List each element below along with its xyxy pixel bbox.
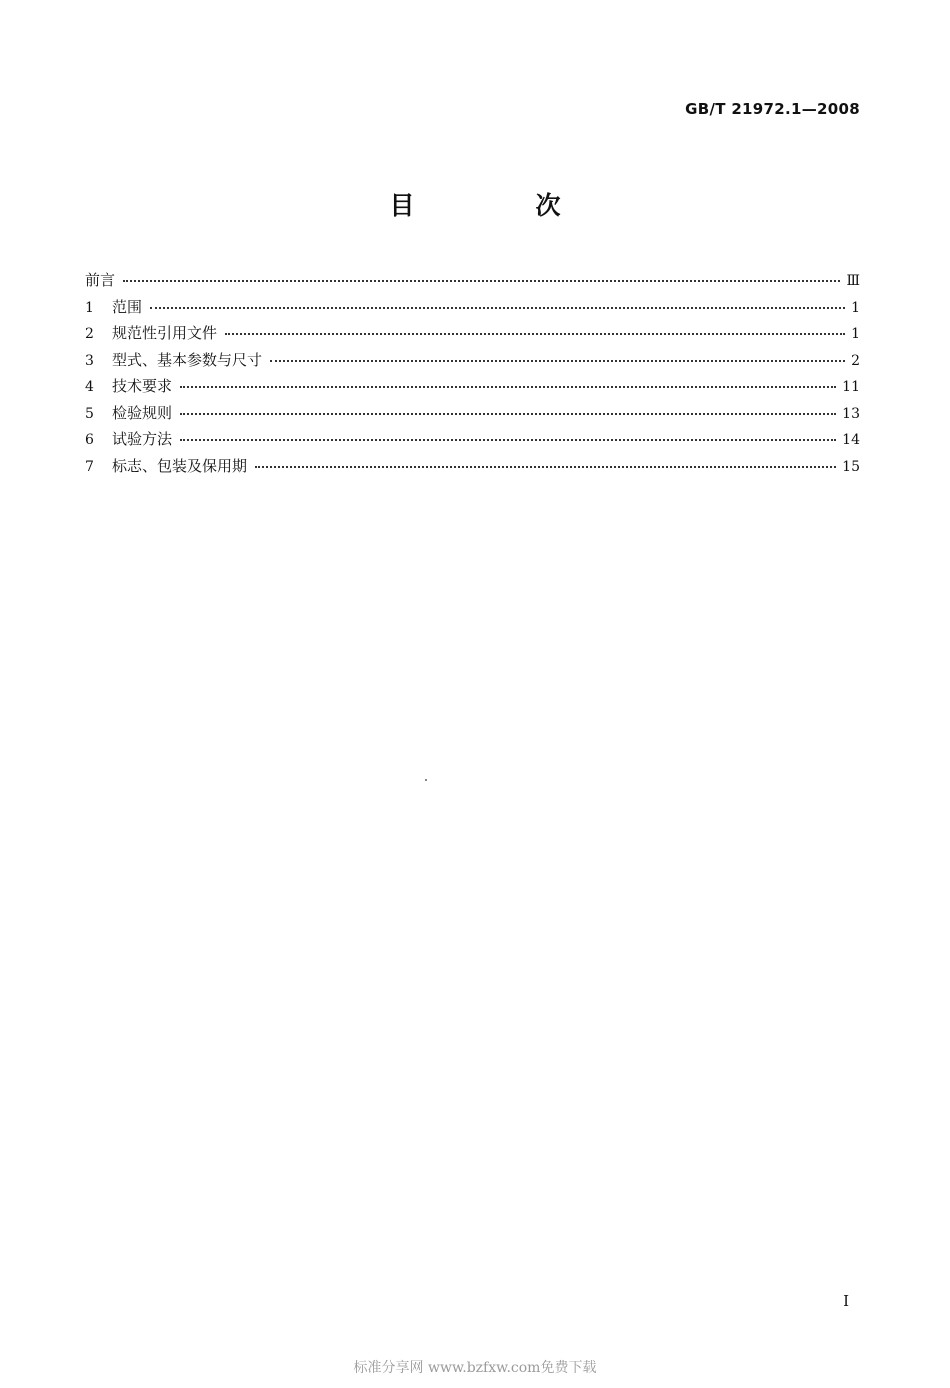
toc-entry-marking-packaging[interactable] xyxy=(85,453,860,480)
toc-entry-page: Ⅲ xyxy=(846,273,860,289)
toc-entry-types-parameters[interactable] xyxy=(85,347,860,374)
toc-entry-number: 3 xyxy=(85,352,94,369)
dot-leader xyxy=(270,359,845,362)
watermark-text: 标准分享网 www.bzfxw.com免费下载 xyxy=(353,1360,597,1376)
toc-entry-normative-references[interactable] xyxy=(85,320,860,347)
toc-entry-page: 1 xyxy=(851,326,860,342)
toc-entry-label: 型式、基本参数与尺寸 xyxy=(112,350,263,369)
dot-leader xyxy=(225,332,845,335)
toc-entry-number: 4 xyxy=(85,379,94,395)
toc-entry-page: 2 xyxy=(851,352,860,369)
toc-entry-page: 15 xyxy=(842,458,860,475)
toc-entry-test-methods[interactable] xyxy=(85,426,860,453)
page-number: I xyxy=(843,1292,849,1310)
toc-entry-label: 检验规则 xyxy=(112,403,173,422)
dot-leader xyxy=(180,438,836,441)
toc-entry-foreword[interactable] xyxy=(85,267,860,294)
toc-entry-number: 5 xyxy=(85,405,94,422)
toc-entry-page: 14 xyxy=(842,432,860,448)
toc-entry-label: 规范性引用文件 xyxy=(112,324,218,342)
toc-entry-label: 技术要求 xyxy=(112,377,173,395)
toc-entry-label: 标志、包装及保用期 xyxy=(112,456,248,475)
page-title: 目 次 xyxy=(389,191,609,220)
dot-leader xyxy=(180,385,836,388)
toc-entry-number: 2 xyxy=(85,326,94,342)
toc-entry-label: 前言 xyxy=(85,271,116,289)
scan-artifact-dot xyxy=(425,779,427,781)
toc-entry-technical-requirements[interactable] xyxy=(85,373,860,400)
toc-entry-inspection-rules[interactable] xyxy=(85,400,860,427)
toc-entry-label: 试验方法 xyxy=(112,430,173,448)
dot-leader xyxy=(180,412,836,415)
dot-leader xyxy=(123,279,840,282)
toc-entry-number: 6 xyxy=(85,432,94,448)
table-of-contents xyxy=(85,267,860,479)
toc-entry-page: 1 xyxy=(851,299,860,316)
dot-leader xyxy=(255,465,836,468)
dot-leader xyxy=(150,306,845,309)
toc-entry-page: 13 xyxy=(842,405,860,422)
toc-entry-label: 范围 xyxy=(112,297,143,316)
toc-entry-number: 1 xyxy=(85,299,94,316)
toc-entry-scope[interactable] xyxy=(85,294,860,321)
standard-code: GB/T 21972.1—2008 xyxy=(685,100,860,118)
toc-entry-number: 7 xyxy=(85,458,94,475)
toc-entry-page: 11 xyxy=(842,379,860,395)
